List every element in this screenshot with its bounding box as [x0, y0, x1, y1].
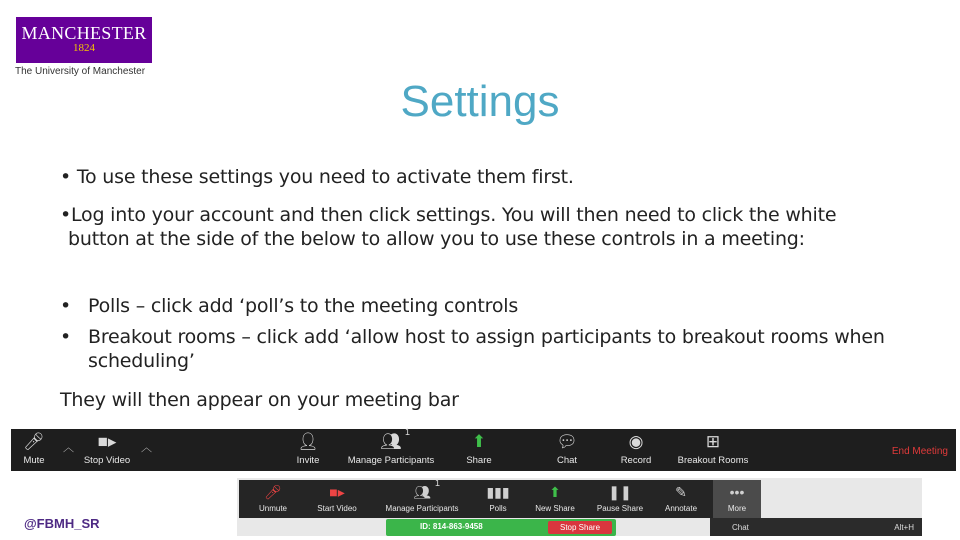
more-menu-chat[interactable]: Chat [732, 523, 749, 532]
polls-button[interactable] [483, 480, 513, 518]
participants-count: 1 [405, 427, 411, 437]
stop-share-button[interactable]: Stop Share [548, 521, 612, 534]
annotate-button[interactable] [659, 480, 703, 518]
manage-participants-button[interactable] [343, 429, 439, 471]
invite-label: Invite [296, 455, 320, 466]
manage-participants-label: Manage Participants [347, 455, 435, 466]
sharing-status-bar [386, 519, 616, 536]
new-share-label: New Share [535, 504, 575, 513]
twitter-handle: @FBMH_SR [24, 516, 100, 531]
paragraph-activate: • To use these settings you need to activate them first. [60, 166, 574, 188]
annotate-label: Annotate [664, 504, 698, 513]
pencil-icon: ✎ [675, 484, 687, 500]
stop-video-label: Stop Video [83, 455, 131, 466]
record-icon: ◉ [628, 432, 644, 451]
more-label: More [727, 504, 747, 513]
share-button[interactable] [463, 429, 495, 471]
participants-icon: 👥︎ [380, 432, 402, 451]
new-share-button[interactable] [531, 480, 579, 518]
invite-icon: 👤︎ [297, 432, 319, 451]
pause-share-label: Pause Share [596, 504, 644, 513]
muted-microphone-icon: 🎤︎ [264, 484, 282, 500]
participants-count: 1 [435, 478, 441, 488]
settings-bullet-list [60, 294, 888, 380]
slide-title: Settings [400, 77, 560, 126]
polls-icon: ▮▮▮ [486, 484, 510, 500]
video-camera-icon: ■▸ [97, 432, 117, 451]
breakout-rooms-icon: ⊞ [705, 432, 721, 451]
meeting-id: ID: 814-863-9458 [420, 522, 483, 531]
breakout-rooms-label: Breakout Rooms [677, 455, 749, 466]
chevron-up-icon[interactable]: ︿ [63, 442, 74, 454]
logo-name: MANCHESTER [21, 23, 147, 43]
manage-participants-label: Manage Participants [385, 504, 459, 513]
microphone-icon: 🎤︎ [23, 432, 45, 451]
paragraph-meeting-bar: They will then appear on your meeting bar [60, 389, 459, 411]
pause-share-button[interactable] [595, 480, 645, 518]
more-dots-icon: ••• [729, 484, 745, 500]
record-label: Record [620, 455, 652, 466]
mute-button[interactable] [19, 429, 49, 471]
end-meeting-button[interactable]: End Meeting [891, 446, 948, 457]
paragraph-login [60, 203, 880, 251]
manage-participants-button[interactable] [377, 480, 467, 518]
paragraph-login-line1: •Log into your account and then click settings. You will then need to click the white [60, 204, 837, 226]
zoom-share-toolbar-screenshot [237, 478, 922, 536]
stop-video-button[interactable] [79, 429, 135, 471]
invite-button[interactable] [293, 429, 323, 471]
start-video-button[interactable] [313, 480, 361, 518]
polls-label: Polls [489, 504, 507, 513]
bullet-polls: • Polls – click add ‘poll’s to the meeting controls [60, 294, 888, 318]
chat-label: Chat [556, 455, 578, 466]
share-label: Share [466, 455, 492, 466]
mute-label: Mute [23, 455, 45, 466]
bullet-breakout-rooms: • Breakout rooms – click add ‘allow host to assign participants to breakout rooms when scheduling’ [60, 325, 888, 373]
share-icon: ⬆ [549, 484, 561, 500]
chat-button[interactable] [551, 429, 583, 471]
unmute-button[interactable] [253, 480, 293, 518]
paragraph-login-line2: button at the side of the below to allow you to use these controls in a meeting: [68, 228, 805, 250]
zoom-meeting-toolbar [11, 429, 956, 471]
participants-icon: 👥︎ [413, 484, 431, 500]
pause-icon: ❚❚ [608, 484, 632, 500]
record-button[interactable] [617, 429, 655, 471]
unmute-label: Unmute [258, 504, 287, 513]
chat-icon: 💬︎ [556, 432, 578, 451]
share-icon: ⬆ [471, 432, 487, 451]
start-video-label: Start Video [317, 504, 357, 513]
university-logo [16, 17, 152, 63]
university-name: The University of Manchester [15, 66, 146, 77]
logo-year: 1824 [73, 42, 95, 54]
more-button[interactable] [713, 480, 761, 518]
more-menu-shortcut: Alt+H [894, 523, 914, 532]
breakout-rooms-button[interactable] [673, 429, 753, 471]
more-menu [710, 518, 922, 536]
video-off-icon: ■▸ [329, 484, 345, 500]
zoom-share-toolbar [239, 480, 759, 518]
chevron-up-icon[interactable]: ︿ [141, 442, 152, 454]
